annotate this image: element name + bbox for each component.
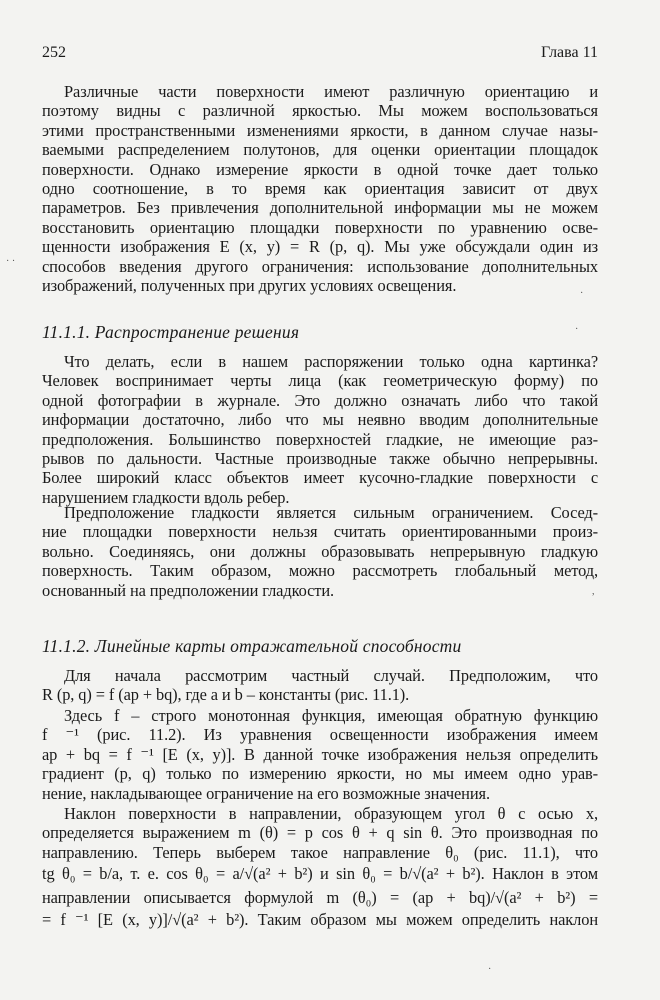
scan-speck: · · — [6, 256, 16, 267]
text-line: направлению. Теперь выберем такое направление θ₀ (рис. 11.1), что — [42, 842, 598, 862]
text-line: рывов по дальности. Частные производные также обычно непрерывны. — [42, 448, 598, 468]
text-line: направлении описывается формулой m (θ₀) = (ap + bq)/√(a² + b²) = — [42, 888, 598, 908]
text-line: информации достаточно, либо что мы неявно вводим дополнительные — [42, 410, 598, 430]
text-line: Человек воспринимает черты лица (как геометрическую форму) по — [42, 371, 598, 391]
paragraph-4 — [42, 666, 598, 705]
text-line: Для начала рассмотрим частный случай. Предположим, что — [64, 666, 598, 685]
page-number: 252 — [42, 44, 66, 61]
text-line: поверхность. Таким образом, можно рассмотреть глобальный метод, — [42, 561, 598, 581]
text-line: одно соотношение, в то время как ориентация зависит от двух — [42, 178, 598, 198]
text-line: восстановить ориентацию площадки поверхности по уравнению осве- — [42, 217, 598, 237]
paragraph-6 — [42, 804, 598, 930]
text-line: ваемыми распределением полутонов, для оценки ориентации площадок — [42, 140, 598, 160]
paragraph-5 — [42, 706, 598, 803]
text-line: нение, накладывающее ограничение на его возможные значения. — [42, 783, 490, 803]
scan-speck: · — [580, 288, 584, 299]
text-line: параметров. Без привлечения дополнительной информации мы не можем — [42, 198, 598, 218]
paragraph-2 — [42, 352, 598, 507]
text-line: ние площадки поверхности нельзя считать ориентированными произ- — [42, 522, 598, 542]
page-header — [42, 44, 598, 68]
text-line: основанный на предположении гладкости. — [42, 580, 335, 600]
text-line: = f ⁻¹ [E (x, y)]/√(a² + b²). Таким образом мы можем определить наклон — [42, 910, 598, 930]
text-line: f ⁻¹ (рис. 11.2). Из уравнения освещенности изображения имеем — [42, 725, 598, 745]
text-line: Здесь f – строго монотонная функция, имеющая обратную функцию — [64, 706, 598, 725]
text-line: Наклон поверхности в направлении, образующем угол θ с осью x, — [64, 804, 598, 823]
text-line: определяется выражением m (θ) = p cos θ + q sin θ. Это производная по — [42, 823, 598, 843]
text-line: Предположение гладкости является сильным ограничением. Сосед- — [64, 503, 598, 522]
text-line: этими пространственными изменениями яркости, в данном случае назы- — [42, 120, 598, 140]
text-line: Что делать, если в нашем распоряжении только одна картинка? — [64, 352, 598, 371]
text-line: вольно. Соединяясь, они должны образовывать непрерывную гладкую — [42, 541, 598, 561]
paragraph-3 — [42, 503, 598, 600]
scan-speck: , — [592, 586, 595, 597]
text-line: градиент (p, q) только по измерению яркости, но мы имеем одно урав- — [42, 764, 598, 784]
text-line: tg θ₀ = b/a, т. е. cos θ₀ = a/√(a² + b²) и sin θ₀ = b/√(a² + b²). Наклон в этом — [42, 864, 598, 884]
text-line: способов введения другого ограничения: использование дополнительных — [42, 256, 598, 276]
text-line: R (p, q) = f (ap + bq), где a и b – константы (рис. 11.1). — [42, 685, 410, 705]
text-line: щенности изображения E (x, y) = R (p, q). Мы уже обсуждали один из — [42, 237, 598, 257]
text-line: Различные части поверхности имеют различную ориентацию и — [64, 82, 598, 101]
text-line: одной фотографии в журнале. Это должно означать либо что такой — [42, 390, 598, 410]
text-line: ap + bq = f ⁻¹ [E (x, y)]. В данной точке изображения нельзя определить — [42, 744, 598, 764]
scan-speck: · — [575, 324, 579, 335]
paragraph-1 — [42, 82, 598, 295]
chapter-title: Глава 11 — [541, 44, 598, 61]
section-heading-2: 11.1.2. Линейные карты отражательной способности — [42, 636, 462, 656]
text-line: нарушением гладкости вдоль ребер. — [42, 487, 290, 507]
text-line: Более широкий класс объектов имеет кусочно-гладкие поверхности с — [42, 468, 598, 488]
text-line: поверхности. Однако измерение яркости в одной точке дает только — [42, 159, 598, 179]
scan-speck: · — [488, 964, 492, 975]
section-heading-1: 11.1.1. Распространение решения — [42, 322, 300, 342]
text-line: поэтому видны с различной яркостью. Мы можем воспользоваться — [42, 101, 598, 121]
text-line: изображений, полученных при других условиях освещения. — [42, 275, 457, 295]
text-line: предположения. Большинство поверхностей гладкие, не имеющие раз- — [42, 429, 598, 449]
